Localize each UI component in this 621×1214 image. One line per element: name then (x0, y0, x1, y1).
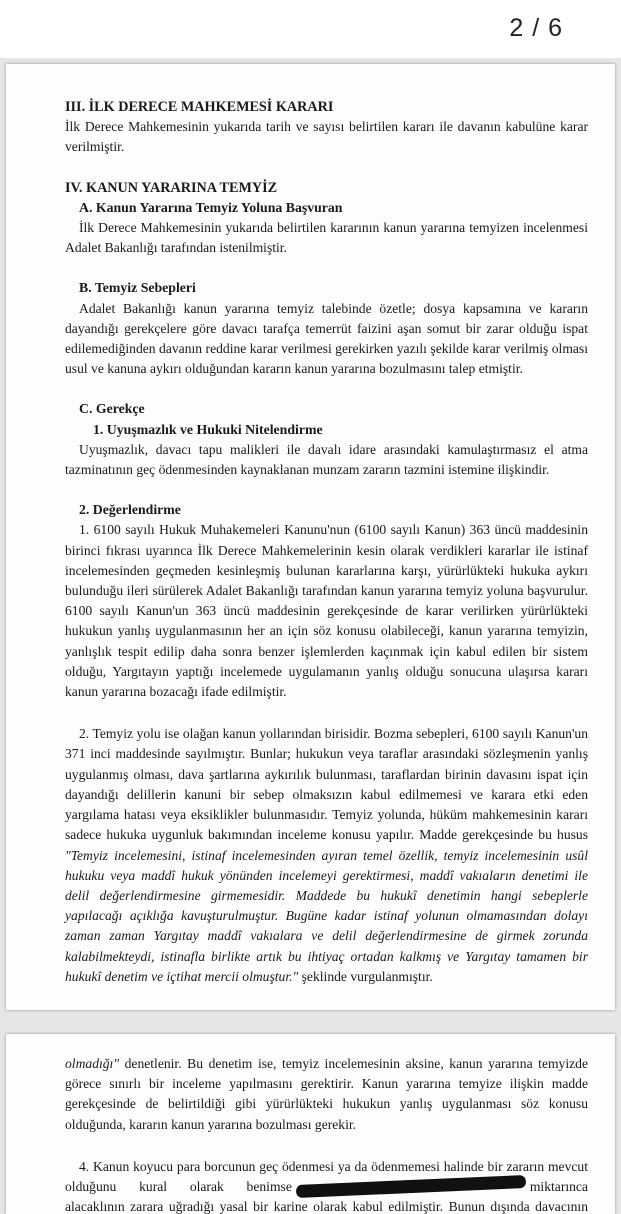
paragraph (65, 1009, 588, 1010)
document-page-3 (6, 1034, 615, 1214)
section-heading: IV. KANUN YARARINA TEMYİZ (65, 179, 278, 196)
subsection-heading: 2. Değerlendirme (79, 502, 181, 518)
section-heading: III. İLK DERECE MAHKEMESİ KARARI (65, 99, 334, 115)
paragraph-text: 4. Kanun koyucu para borcunun geç ödenmesi ya da ödenmemesi halinde bir zararın mevcut olduğunu kural olarak benimse (65, 1158, 588, 1195)
subsection-heading: B. Temyiz Sebepleri (79, 280, 196, 296)
paragraph-text: şeklinde vurgulanmıştır. (301, 968, 433, 984)
subsection-heading: C. Gerekçe (79, 401, 145, 417)
paragraph: Uyuşmazlık, davacı tapu malikleri ile davalı idare arasındaki kamulaştırmasız el atma tazminatının geç ödenmesinden kaynaklanan munzam zararın tazmini istemine ilişkindir. (65, 441, 588, 478)
paragraph: İlk Derece Mahkemesinin yukarıda tarih ve sayısı belirtilen kararı ile davanın kabulüne karar verilmiştir. (65, 119, 588, 155)
paragraph (65, 724, 588, 987)
paragraph-text: uğradığı yasal bir karine olarak kabul edilmiştir. Bunun dışında davacının (168, 1199, 588, 1214)
viewer-toolbar (0, 0, 621, 58)
page-indicator: 2 / 6 (509, 14, 563, 42)
quotation: "Temyiz incelemesini, istinaf incelemesinden ayıran temel özellik, temyiz incelemesinin usûl hukuku veya maddî hukuk yönünden incelemeyi gerektirmesi, maddî vakıaların denetimi ile delil değerlendirmesine girmemesidir. Maddede bu hukukî denetimin hangi sebeplerle yapılacağı açıklığa kavuşturulmuştur. Bugüne kadar istinaf yolunun olmamasından dolayı zaman zaman Yargıtay maddî vakıalara ve delil değerlendirmesine de girmek zorunda kalabilmekteydi, istinafla birlikte artık bu ihtiyaç ortadan kalkmış ve Yargıtay tamamen bir hukukî denetim ve içtihat mercii olmuştur." (65, 847, 588, 984)
page-content (65, 97, 588, 1010)
paragraph: İlk Derece Mahkemesinin yukarıda belirtilen kararının kanun yararına temyizen incelenmesi Adalet Bakanlığı tarafından istenilmiştir. (65, 220, 588, 256)
quotation: olmadığı" (65, 1056, 120, 1071)
document-page-2 (6, 64, 615, 1010)
redaction-mark (296, 1175, 526, 1198)
paragraph-text: miktarınca alacaklının zarara (65, 1179, 588, 1214)
subsection-heading: 1. Uyuşmazlık ve Hukuki Nitelendirme (93, 421, 323, 437)
paragraph-text: 2. Temyiz yolu ise olağan kanun yollarından birisidir. Bozma sebepleri, 6100 sayılı Kanun'un 371 inci maddesinde sayılmıştır. Bunlar; hukukun veya taraflar arasındaki sözleşmenin yanlış uygulanmış olması, dava şartlarına aykırılık bulunması, taraflardan birinin davasını ispat için dayandığı delillerin kanuni bir sebep olmaksızın kabul edilmemesi ve karara etki eden yargılama hatası veya eksiklikler bulunmasıdır. Temyiz yolunda, hüküm mahkemesinin kararı sadece hukuka uygunluk bakımından inceleme konusu yapılır. Madde gerekçesinde bu husus (65, 726, 588, 843)
page-content (65, 1054, 588, 1214)
paragraph (65, 1054, 588, 1135)
paragraph: Adalet Bakanlığı kanun yararına temyiz talebinde özetle; dosya kapsamına ve kararın dayandığı gerekçelere göre davacı tarafça temerrüt faizini aşan somut bir zarar olduğu ispat edilemediğinden davanın reddine karar verilmesi gerekirken yazılı şekilde karar verilmiş olması usul ve kanuna aykırı olduğundan kararın kanun yararına bozulmasını talep etmiştir. (65, 300, 588, 377)
subsection-heading: A. Kanun Yararına Temyiz Yoluna Başvuran (79, 199, 343, 215)
paragraph-text: denetlenir. Bu denetim ise, temyiz incelemesinin aksine, kanun yararına temyizde görece sınırlı bir inceleme yapılmasını gerektirir. Kanun yararına temyize ilişkin madde gerekçesinde de belirtildiği gibi yürürlükteki hukukun yanlış uygulanması söz konusu olduğunda, kararın kanun yararına bozulması gerekir. (65, 1056, 588, 1132)
paragraph (65, 1157, 588, 1214)
paragraph: 1. 6100 sayılı Hukuk Muhakemeleri Kanunu'nun (6100 sayılı Kanun) 363 üncü maddesinin birinci fıkrası uyarınca İlk Derece Mahkemelerinin kesin olarak verdikleri kararlar ile istinaf incelemesinden geçmeden kesinleşmiş bulunan kararlarına karşı, yürürlükteki hukuka aykırı bulunduğu ileri sürülerek Adalet Bakanlığı tarafından kanun yararına temyiz yoluna başvurulur. 6100 sayılı Kanun'un 363 üncü maddesinin gerekçesinde de karar verilirken yürürlükteki hukukun yanlış uygulanmasının her an için söz konusu olabileceği, kanun yararına temyizin, yanlışlık tespit edilip daha sonra benzer işlemlerden kaçınmak için kabul edilen bir sistem olduğu, Yargıtayın yaptığı incelemede uygulamanın yanlış olduğu sonucuna ulaşırsa kararı kanun yararına bozacağı ifade edilmiştir. (65, 522, 588, 700)
